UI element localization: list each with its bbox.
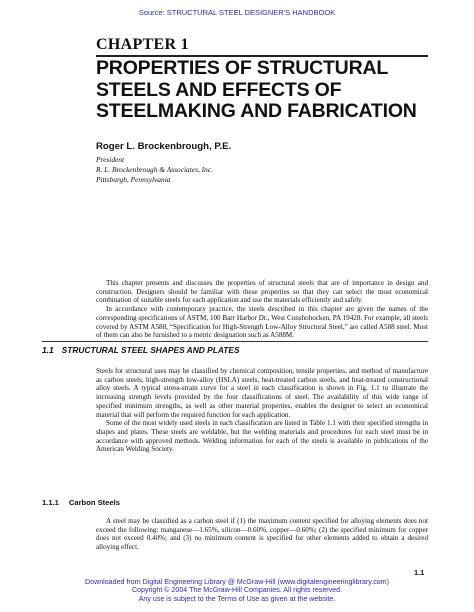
author-affiliation (96, 155, 213, 185)
subsection-paragraph: A steel may be classified as a carbon steel if (1) the maximum content specified for alloying elements does not exceed the following: manganese—1.65%, silicon—0.60%, copper—0.60%; (2) the specified minimum for copper does not exceed 0.40%; and (3) no minimum content is specified for other elements added to obtain a desired alloying effect. (96, 517, 428, 552)
section-paragraph: Steels for structural uses may be classified by chemical composition, tensile properties, and method of manufacture as carbon steels, high-strength low-alloy (HSLA) steels, heat-treated carbon steels, and heat-treated constructional alloy steels. A typical stress-strain curve for a steel in each classification is shown in Fig. 1.1 to illustrate the increasing strength levels provided by the four classifications of steel. The availability of this wide range of specified minimum strengths, as well as other material properties, enables the designer to select an economical material that will perform the required function for each application. (96, 367, 428, 419)
section-rule (42, 341, 428, 342)
intro-paragraph: This chapter presents and discusses the properties of structural steels that are of importance in design and construction. Designers should be familiar with these properties so that they can select the most economical combination of suitable steels for each application and use the materials efficiently and safely. (96, 279, 428, 305)
subsection-text (96, 517, 428, 552)
author-name: Roger L. Brockenbrough, P.E. (96, 141, 232, 152)
subsection-title: Carbon Steels (68, 498, 120, 507)
footer-line: Copyright © 2004 The McGraw-Hill Companies. All rights reserved. (131, 586, 343, 595)
chapter-title-line: STEELS AND EFFECTS OF (96, 78, 342, 101)
section-number: 1.1 (42, 345, 54, 355)
page-number: 1.1 (414, 568, 425, 577)
section-heading (42, 345, 240, 355)
intro-text (96, 279, 428, 340)
chapter-title-line: STEELMAKING AND FABRICATION (96, 100, 417, 122)
source-header: Source: STRUCTURAL STEEL DESIGNER'S HANDBOOK (138, 8, 336, 17)
author-role: President (96, 155, 125, 164)
chapter-label: CHAPTER 1 (96, 36, 189, 53)
subsection-heading (42, 498, 120, 507)
chapter-title-line: PROPERTIES OF STRUCTURAL (96, 57, 389, 79)
author-company: R. L. Brockenbrough & Associates, Inc. (96, 165, 213, 174)
subsection-number: 1.1.1 (42, 498, 59, 507)
section-title: STRUCTURAL STEEL SHAPES AND PLATES (61, 345, 240, 355)
footer-line: Downloaded from Digital Engineering Library @ McGraw-Hill (www.digitalengineeringlibrary.com) (85, 578, 389, 586)
section-text (96, 367, 428, 454)
intro-paragraph: In accordance with contemporary practice, the steels described in this chapter are given the names of the corresponding specifications of ASTM, 100 Barr Harbor Dr., West Conshohocken, PA 19428. For example, all steels covered by ASTM A588, “Specification for High-Strength Low-Alloy Structural Steel,” are called A588 steel. Most of them can also be furnished to a metric designation such as A588M. (96, 305, 428, 340)
download-footer (0, 578, 474, 603)
author-location: Pittsburgh, Pennsylvania (96, 175, 171, 184)
chapter-title (96, 58, 436, 123)
footer-line: Any use is subject to the Terms of Use as given at the website. (138, 594, 336, 603)
section-paragraph: Some of the most widely used steels in each classification are listed in Table 1.1 with their specified strengths in shapes and plates. These steels are weldable, but the welding materials and procedures for each steel must be in accordance with approved methods. Welding information for each of the steels is available in publications of the American Welding Society. (96, 419, 428, 454)
